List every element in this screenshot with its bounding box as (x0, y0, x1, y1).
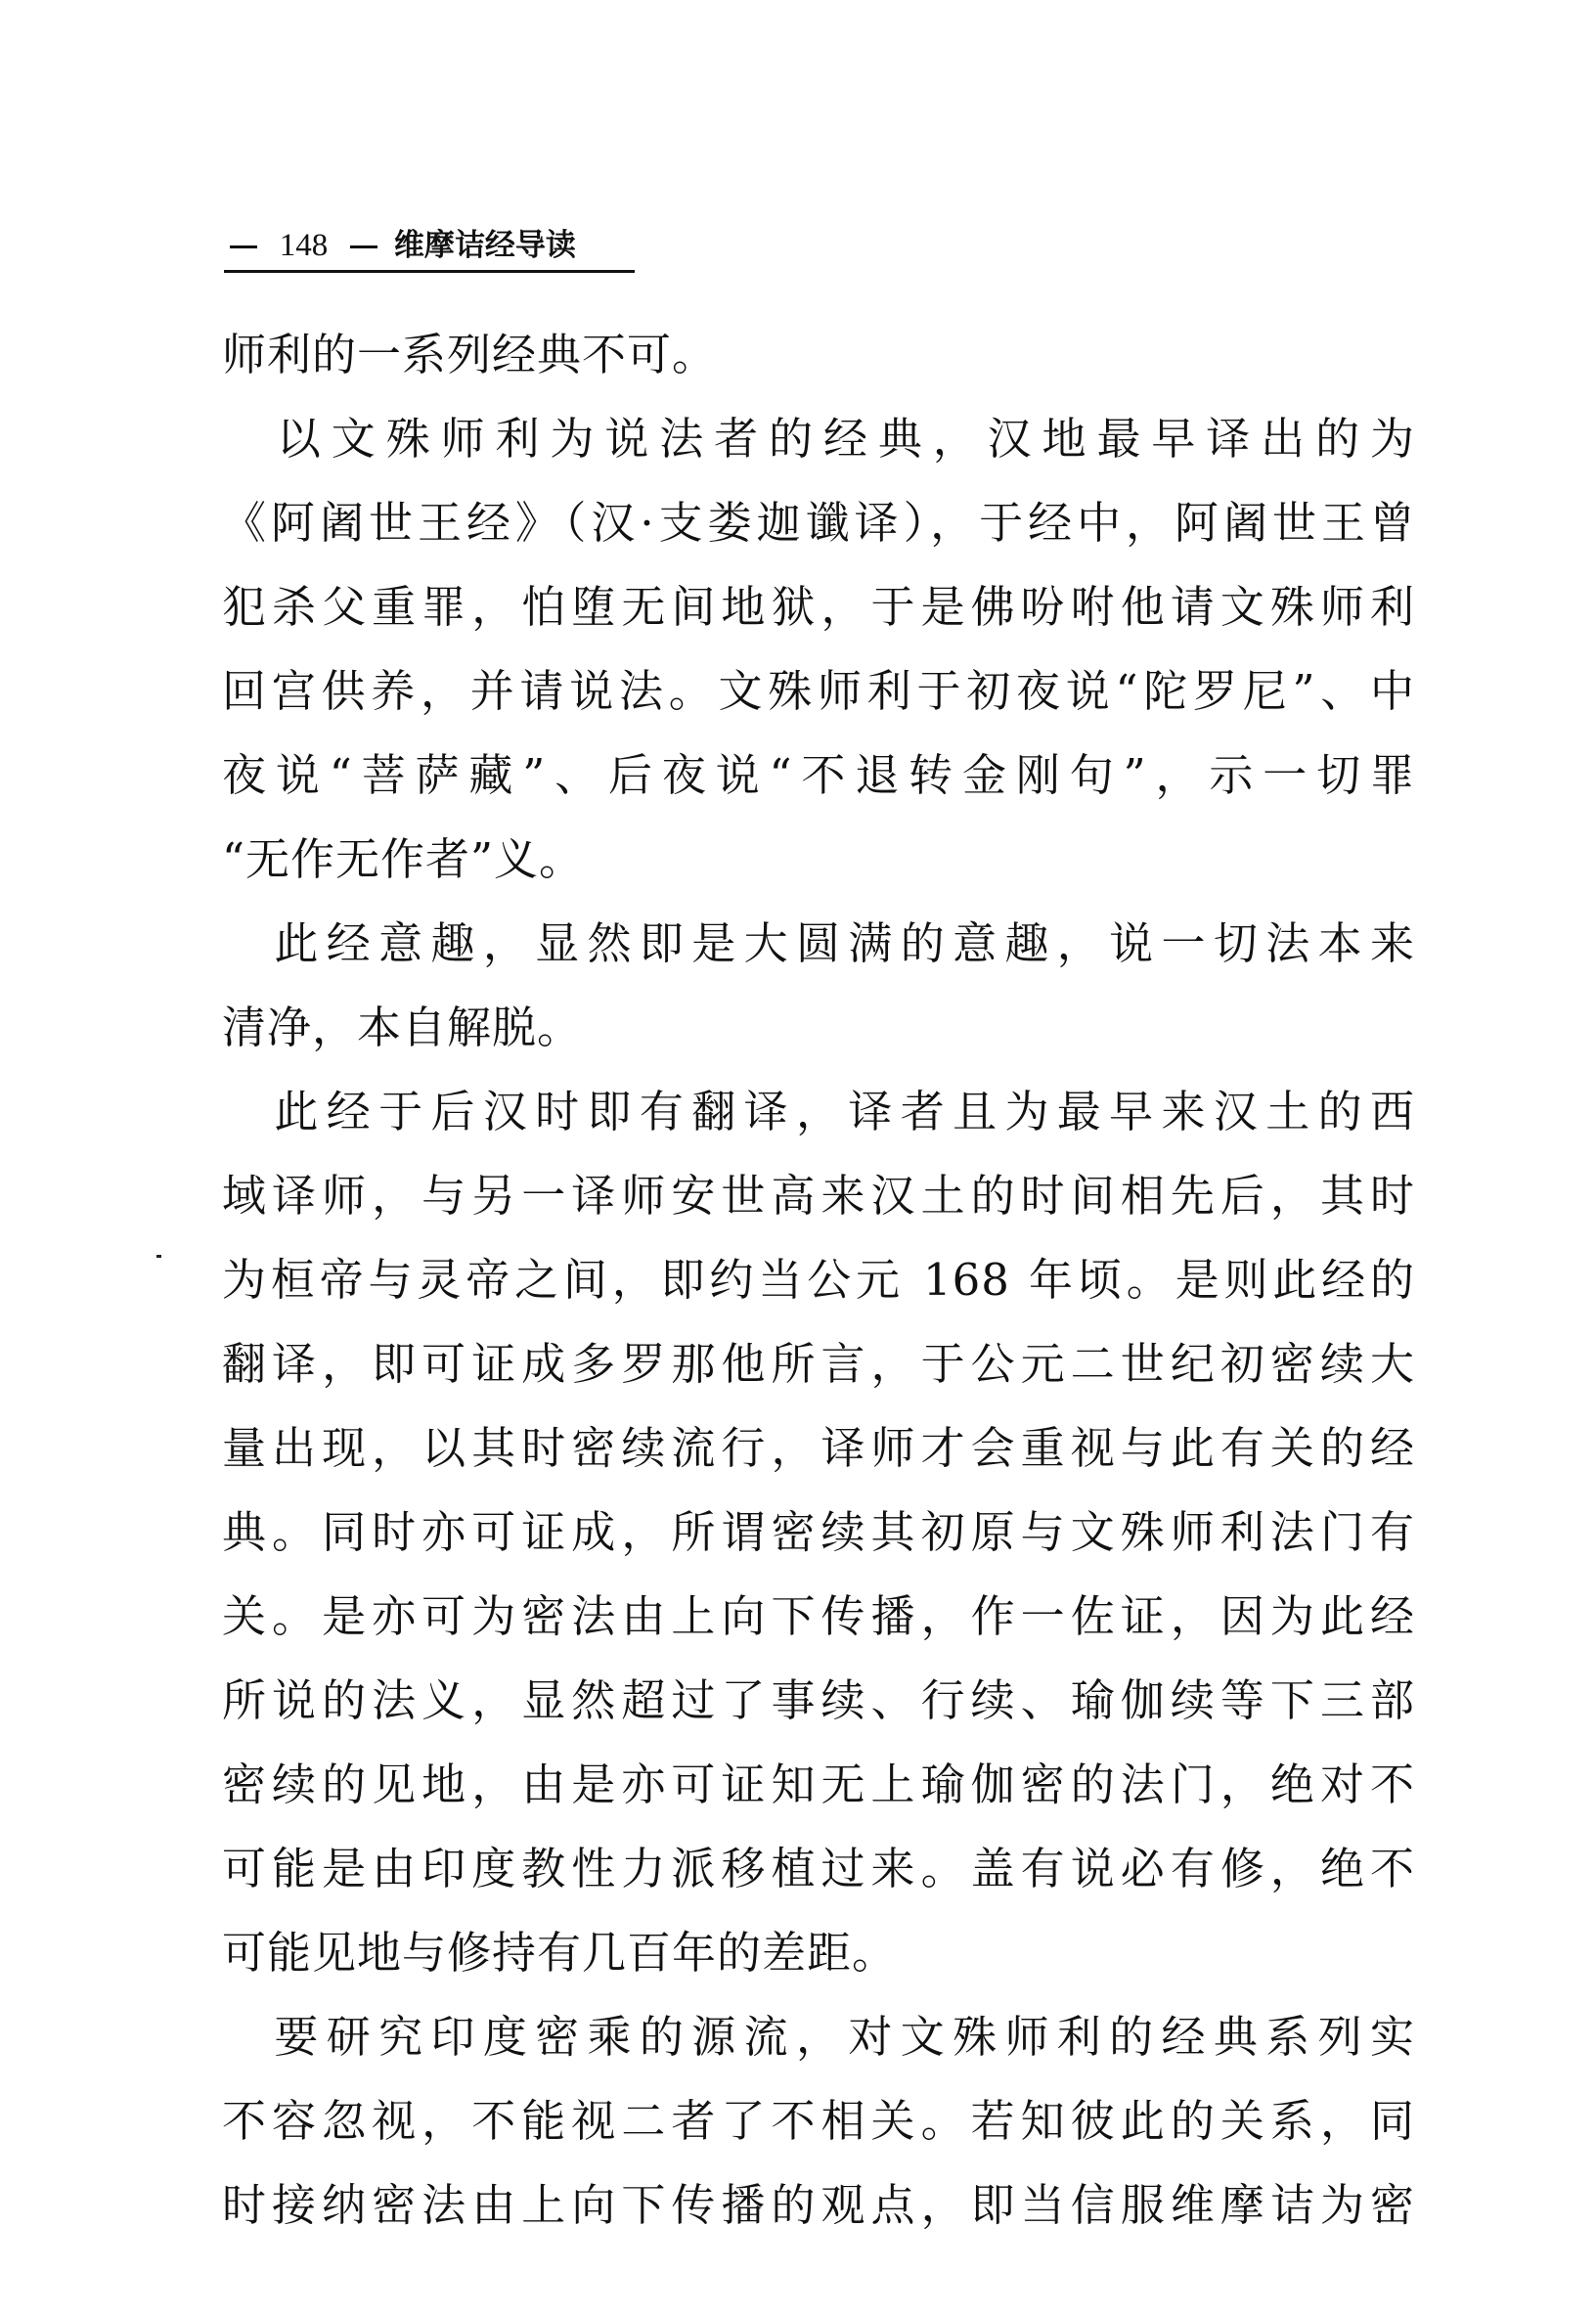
text-line: 夜说“菩萨藏”、后夜说“不退转金刚句”，示一切罪 (222, 749, 1415, 801)
header-underline (224, 270, 635, 273)
body-text (222, 313, 1415, 2248)
text-line: 为桓帝与灵帝之间，即约当公元 168 年顷。是则此经的 (222, 1254, 1415, 1306)
running-header (224, 223, 635, 268)
text-line: 时接纳密法由上向下传播的观点，即当信服维摩诘为密 (222, 2179, 1415, 2231)
text-line: 不容忽视，不能视二者了不相关。若知彼此的关系，同 (222, 2095, 1415, 2147)
text-line: 翻译，即可证成多罗那他所言，于公元二世纪初密续大 (222, 1338, 1415, 1390)
text-line: 师利的一系列经典不可。 (222, 329, 718, 380)
text-line: 此经意趣，显然即是大圆满的意趣，说一切法本来 (222, 917, 1415, 969)
text-line: 犯杀父重罪，怕堕无间地狱，于是佛吩咐他请文殊师利 (222, 581, 1415, 633)
book-title: 维摩诘经导读 (393, 228, 576, 263)
text-line: 密续的见地，由是亦可证知无上瑜伽密的法门，绝对不 (222, 1759, 1415, 1810)
text-line: 此经于后汉时即有翻译，译者且为最早来汉土的西 (222, 1086, 1415, 1137)
text-line: 所说的法义，显然超过了事续、行续、瑜伽续等下三部 (222, 1674, 1415, 1726)
text-line: 《阿阇世王经》（汉·支娄迦谶译），于经中，阿阇世王曾 (222, 497, 1415, 549)
text-line: 关。是亦可为密法由上向下传播，作一佐证，因为此经 (222, 1590, 1415, 1642)
text-line: 可能见地与修持有几百年的差距。 (222, 1927, 898, 1979)
text-line: “无作无作者”义。 (222, 833, 585, 885)
text-line: 清净，本自解脱。 (222, 1002, 583, 1053)
text-line: 可能是由印度教性力派移植过来。盖有说必有修，绝不 (222, 1843, 1415, 1894)
text-line: 要研究印度密乘的源流，对文殊师利的经典系列实 (222, 2011, 1415, 2063)
scan-speck (156, 1255, 161, 1258)
page-number: 148 (279, 228, 329, 263)
header-dash-right (350, 245, 377, 248)
text-line: 域译师，与另一译师安世高来汉土的时间相先后，其时 (222, 1170, 1415, 1222)
text-line: 回宫供养，并请说法。文殊师利于初夜说“陀罗尼”、中 (222, 665, 1415, 717)
text-line: 量出现，以其时密续流行，译师才会重视与此有关的经 (222, 1422, 1415, 1474)
text-line: 以文殊师利为说法者的经典，汉地最早译出的为 (222, 413, 1415, 465)
header-dash-left (230, 245, 257, 248)
text-line: 典。同时亦可证成，所谓密续其初原与文殊师利法门有 (222, 1506, 1415, 1558)
